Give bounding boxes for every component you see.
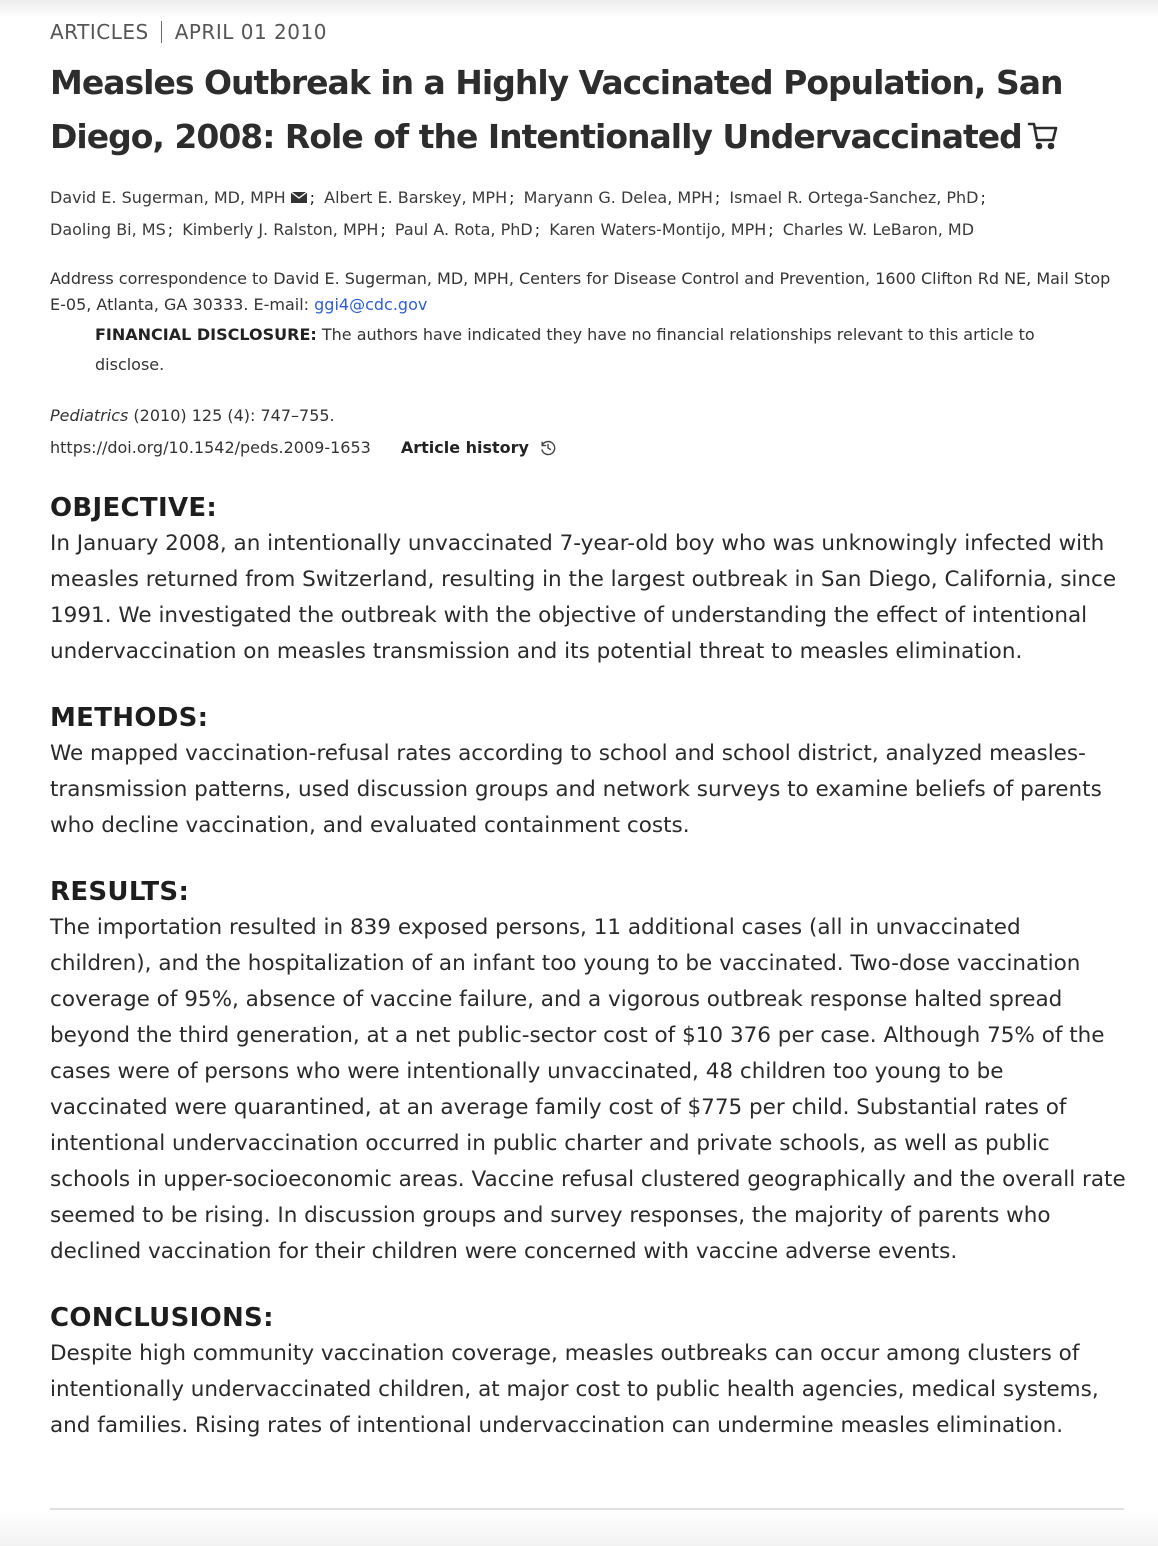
author-separator: ; xyxy=(309,188,316,207)
correspondence xyxy=(50,266,1126,318)
author-name: Karen Waters-Montijo, MPH xyxy=(549,220,767,239)
author-name: Ismael R. Ortega-Sanchez, PhD xyxy=(729,188,979,207)
author-link[interactable] xyxy=(50,188,308,207)
author-name: Paul A. Rota, PhD xyxy=(394,220,533,239)
doi-link[interactable]: https://doi.org/10.1542/peds.2009-1653 xyxy=(50,438,371,457)
author-name: Maryann G. Delea, MPH xyxy=(523,188,713,207)
article-title-text: Measles Outbreak in a Highly Vaccinated Population, San Diego, 2008: Role of the Intentionally Undervaccinated xyxy=(50,63,1063,156)
abstract-section xyxy=(50,1300,1126,1444)
meta-divider xyxy=(161,21,162,43)
article-title xyxy=(50,56,1126,164)
author-link[interactable] xyxy=(395,220,533,239)
abstract-sections xyxy=(50,490,1126,1444)
abstract-section xyxy=(50,490,1126,670)
section-body: Despite high community vaccination coverage, measles outbreaks can occur among clusters of intentionally undervaccinated children, at major cost to public health agencies, medical systems, and families. Rising rates of intentional undervaccination can undermine measles elimination. xyxy=(50,1341,1099,1438)
author-separator: ; xyxy=(380,220,386,239)
article-history-label: Article history xyxy=(400,438,529,457)
article-meta xyxy=(50,14,1126,50)
author-name: Daoling Bi, MS xyxy=(50,220,166,239)
author-separator: ; xyxy=(714,188,721,207)
envelope-icon[interactable] xyxy=(290,191,308,204)
author-separator: ; xyxy=(167,220,174,239)
author-link[interactable] xyxy=(549,220,766,239)
article-content xyxy=(50,14,1126,1444)
author-link[interactable] xyxy=(50,220,166,239)
author-link[interactable] xyxy=(524,188,713,207)
correspondence-email-link[interactable]: ggi4@cdc.gov xyxy=(314,295,428,314)
author-link[interactable] xyxy=(729,188,978,207)
author-name: Albert E. Barskey, MPH xyxy=(324,188,508,207)
author-separator: ; xyxy=(534,220,541,239)
article-date: APRIL 01 2010 xyxy=(174,20,327,44)
financial-disclosure xyxy=(95,320,1095,380)
author-separator: ; xyxy=(768,220,774,239)
section-heading: RESULTS: xyxy=(50,877,190,907)
author-name: Charles W. LeBaron, MD xyxy=(782,220,975,239)
journal-name: Pediatrics xyxy=(50,406,129,425)
bottom-shadow xyxy=(0,1510,1158,1546)
correspondence-text: Address correspondence to David E. Sugerman, MD, MPH, Centers for Disease Control and Prevention, 1600 Clifton Rd NE, Mail Stop E-05, Atlanta, GA 30333. E-mail: xyxy=(50,269,1111,314)
author-name: Kimberly J. Ralston, MPH xyxy=(182,220,379,239)
author-separator: ; xyxy=(980,188,986,207)
citation-details: (2010) 125 (4): 747–755. xyxy=(133,406,335,425)
article-history-button[interactable] xyxy=(401,432,557,464)
shopping-cart-icon[interactable] xyxy=(1026,118,1060,152)
section-heading: CONCLUSIONS: xyxy=(50,1303,274,1333)
section-body: We mapped vaccination-refusal rates according to school and school district, analyzed measles-transmission patterns, used discussion groups and network surveys to examine beliefs of parents who decline vaccination, and evaluated containment costs. xyxy=(50,741,1102,838)
author-separator: ; xyxy=(509,188,515,207)
disclosure-text: The authors have indicated they have no financial relationships relevant to this article to disclose. xyxy=(95,325,1035,374)
author-link[interactable] xyxy=(783,220,974,239)
citation xyxy=(50,400,1126,432)
section-body: The importation resulted in 839 exposed persons, 11 additional cases (all in unvaccinated children), and the hospitalization of an infant too young to be vaccinated. Two-dose vaccination coverage of 95%, absence of vaccine failure, and a vigorous outbreak response halted spread beyond the third generation, at a net public-sector cost of $10 376 per case. Although 75% of the cases were of persons who were intentionally unvaccinated, 48 children too young to be vaccinated were quarantined, at an average family cost of $775 per child. Substantial rates of intentional undervaccination occurred in public charter and private schools, as well as public schools in upper-socioeconomic areas. Vaccine refusal clustered geographically and the overall rate seemed to be rising. In discussion groups and survey responses, the majority of parents who declined vaccination for their children were concerned with vaccine adverse events. xyxy=(50,915,1126,1264)
author-link[interactable] xyxy=(182,220,378,239)
author-link[interactable] xyxy=(324,188,507,207)
section-heading: METHODS: xyxy=(50,703,209,733)
article-category-link[interactable]: ARTICLES xyxy=(50,20,149,44)
section-heading: OBJECTIVE: xyxy=(50,493,218,523)
author-name: David E. Sugerman, MD, MPH xyxy=(50,188,286,207)
disclosure-label: FINANCIAL DISCLOSURE: xyxy=(95,325,317,344)
doi-row xyxy=(50,432,1126,464)
abstract-section xyxy=(50,700,1126,844)
section-body: In January 2008, an intentionally unvaccinated 7-year-old boy who was unknowingly infected with measles returned from Switzerland, resulting in the largest outbreak in San Diego, California, since 1991. We investigated the outbreak with the objective of understanding the effect of intentional undervaccination on measles transmission and its potential threat to measles elimination. xyxy=(50,531,1117,664)
clock-history-icon xyxy=(539,439,557,457)
author-list xyxy=(50,182,1050,246)
abstract-section xyxy=(50,874,1126,1270)
